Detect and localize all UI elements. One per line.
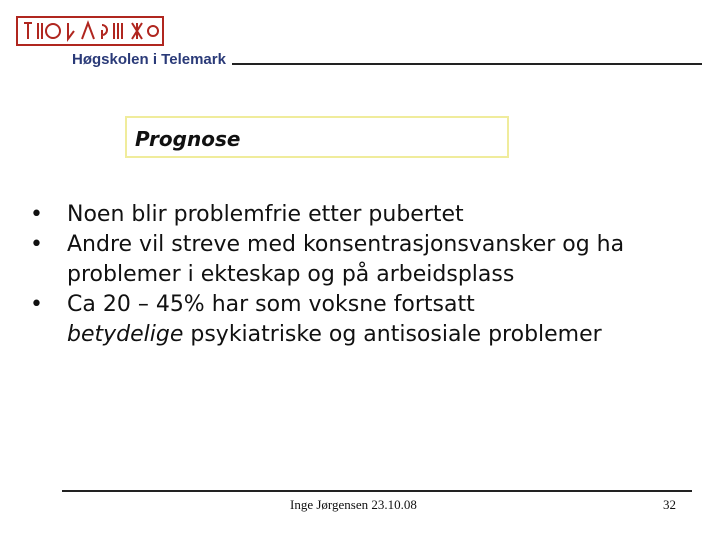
bullet-list — [30, 200, 710, 350]
institution-logo — [16, 16, 164, 46]
bullet-item — [30, 200, 710, 230]
bullet-text: Andre vil streve med konsentrasjonsvansker og ha problemer i ekteskap og på arbeidsplass — [67, 232, 625, 287]
footer-divider — [62, 490, 692, 492]
bullet-text: Noen blir problemfrie etter pubertet — [67, 202, 464, 227]
bullet-item — [30, 230, 710, 290]
header-divider — [232, 63, 702, 65]
bullet-dot-icon: • — [30, 202, 43, 227]
page-number: 32 — [663, 497, 676, 512]
slide-title: Prognose — [135, 127, 241, 151]
bullet-text-start: Ca 20 – 45% har som voksne fortsatt — [67, 292, 475, 317]
bullet-emphasis: betydelige — [67, 322, 184, 347]
bullet-dot-icon: • — [30, 292, 43, 317]
runic-logo-icon — [18, 18, 162, 44]
slide-title-box — [125, 116, 509, 158]
footer-author-date: Inge Jørgensen 23.10.08 — [290, 497, 417, 512]
bullet-dot-icon: • — [30, 232, 43, 257]
bullet-text-end: psykiatriske og antisosiale problemer — [183, 322, 602, 347]
bullet-item — [30, 290, 710, 350]
institution-name: Høgskolen i Telemark — [72, 51, 226, 68]
